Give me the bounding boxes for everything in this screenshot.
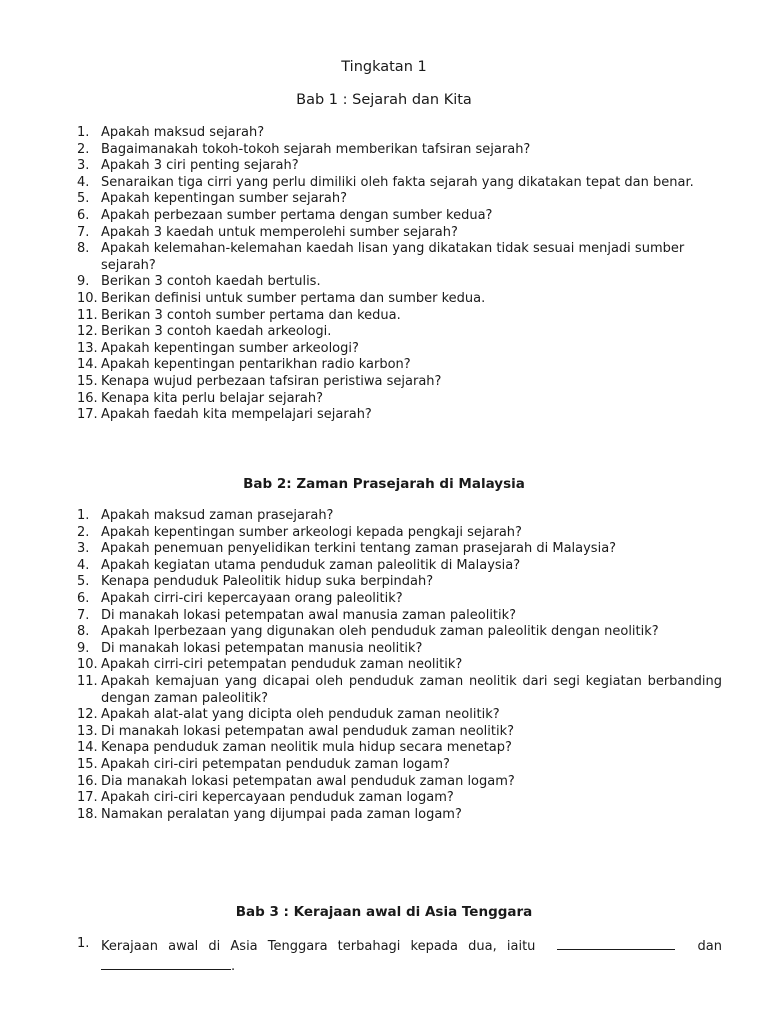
question-number: 10. — [77, 657, 98, 673]
list-item — [77, 508, 722, 525]
question-number: 3. — [77, 541, 90, 557]
question-text: Apakah cirri-ciri petempatan penduduk zaman neolitik? — [101, 657, 463, 673]
question-number: 13. — [77, 340, 98, 356]
question-text: Apakah maksud zaman prasejarah? — [101, 508, 334, 523]
question-number: 15. — [77, 373, 98, 389]
list-item — [77, 541, 722, 558]
question-text: Apakah kepentingan sumber arkeologi kepada pengkaji sejarah? — [101, 524, 522, 540]
question-text: Apakah lperbezaan yang digunakan oleh penduduk zaman paleolitik dengan neolitik? — [101, 624, 659, 640]
list-item — [77, 774, 722, 791]
question-number: 12. — [77, 324, 98, 340]
question-text: Apakah kepentingan sumber sejarah? — [101, 191, 348, 207]
list-item — [77, 608, 722, 625]
list-item — [77, 807, 722, 824]
question-number: 13. — [77, 723, 98, 739]
question-number: 7. — [77, 607, 90, 623]
question-text: Apakah ciri-ciri petempatan penduduk zaman logam? — [101, 756, 450, 772]
list-item — [77, 525, 722, 542]
question-text: Apakah 3 kaedah untuk memperolehi sumber sejarah? — [101, 224, 458, 240]
question-text: Apakah perbezaan sumber pertama dengan sumber kedua? — [101, 207, 493, 223]
question-text: Apakah maksud sejarah? — [101, 125, 265, 140]
list-item — [77, 391, 722, 408]
list-item — [77, 142, 722, 159]
question-text: Apakah cirri-ciri kepercayaan orang paleolitik? — [101, 590, 403, 606]
bab2-heading: Bab 2: Zaman Prasejarah di Malaysia — [243, 476, 525, 492]
list-item — [77, 125, 722, 142]
question-text: Di manakah lokasi petempatan manusia neolitik? — [101, 640, 423, 656]
list-item — [77, 175, 722, 192]
list-item — [77, 308, 722, 325]
question-text: Apakah kelemahan-kelemahan kaedah lisan yang dikatakan tidak sesuai menjadi sumber sejarah? — [101, 241, 685, 273]
question-number: 1. — [77, 125, 90, 140]
list-item — [77, 591, 722, 608]
question-number: 12. — [77, 707, 98, 723]
list-item — [77, 241, 722, 274]
bab1-heading: Bab 1 : Sejarah dan Kita — [296, 92, 472, 108]
bab2-question-list — [77, 508, 722, 823]
question-text: Berikan 3 contoh kaedah arkeologi. — [101, 324, 332, 340]
question-text: dan — [697, 939, 722, 954]
list-item — [77, 641, 722, 658]
question-number: 4. — [77, 174, 90, 190]
answer-blank[interactable] — [101, 956, 231, 970]
question-number: 1. — [77, 508, 90, 523]
list-item — [77, 208, 722, 225]
question-text: Apakah faedah kita mempelajari sejarah? — [101, 407, 372, 423]
question-text: Berikan definisi untuk sumber pertama dan sumber kedua. — [101, 290, 486, 306]
bab3-question-list — [77, 936, 722, 975]
list-item — [77, 374, 722, 391]
list-item — [77, 291, 722, 308]
question-number: 6. — [77, 590, 90, 606]
list-item — [77, 574, 722, 591]
question-text: Senaraikan tiga cirri yang perlu dimiliki oleh fakta sejarah yang dikatakan tepat dan benar. — [101, 174, 694, 190]
question-number: 18. — [77, 806, 98, 822]
list-item — [77, 357, 722, 374]
bab1-question-list — [77, 125, 722, 424]
question-number: 16. — [77, 390, 98, 406]
question-number: 17. — [77, 407, 98, 423]
question-text: Di manakah lokasi petempatan awal manusia zaman paleolitik? — [101, 607, 517, 623]
question-text: Apakah kepentingan pentarikhan radio karbon? — [101, 357, 411, 373]
question-text: Apakah ciri-ciri kepercayaan penduduk zaman logam? — [101, 790, 454, 806]
question-text: Apakah kemajuan yang dicapai oleh penduduk zaman neolitik dari segi kegiatan berbanding dengan zaman paleolitik? — [101, 673, 722, 706]
question-text: Kenapa penduduk zaman neolitik mula hidup secara menetap? — [101, 740, 512, 756]
bab3-heading: Bab 3 : Kerajaan awal di Asia Tenggara — [235, 904, 533, 920]
list-item — [77, 624, 722, 641]
question-text: Namakan peralatan yang dijumpai pada zaman logam? — [101, 806, 462, 822]
list-item — [77, 674, 722, 707]
question-text: Berikan 3 contoh sumber pertama dan kedua. — [101, 307, 401, 323]
question-number: 1. — [77, 936, 90, 951]
question-number: 15. — [77, 756, 98, 772]
question-text: Apakah kegiatan utama penduduk zaman paleolitik di Malaysia? — [101, 557, 521, 573]
question-text: Apakah alat-alat yang dicipta oleh penduduk zaman neolitik? — [101, 707, 500, 723]
question-text: Di manakah lokasi petempatan awal penduduk zaman neolitik? — [101, 723, 515, 739]
question-text: Kerajaan awal di Asia Tenggara terbahagi kepada dua, iaitu — [101, 939, 536, 954]
question-text: Dia manakah lokasi petempatan awal penduduk zaman logam? — [101, 773, 515, 789]
question-number: 14. — [77, 357, 98, 373]
question-number: 11. — [77, 307, 98, 323]
question-number: 8. — [77, 241, 90, 257]
question-text: Kenapa wujud perbezaan tafsiran peristiwa sejarah? — [101, 373, 442, 389]
question-number: 17. — [77, 790, 98, 806]
list-item — [77, 407, 722, 424]
answer-blank[interactable] — [557, 936, 675, 950]
question-text: Berikan 3 contoh kaedah bertulis. — [101, 274, 321, 290]
question-number: 14. — [77, 740, 98, 756]
question-number: 6. — [77, 207, 90, 223]
list-item — [77, 158, 722, 175]
question-number: 8. — [77, 624, 90, 640]
question-text: Apakah penemuan penyelidikan terkini tentang zaman prasejarah di Malaysia? — [101, 541, 617, 557]
list-item — [77, 936, 722, 975]
question-number: 11. — [77, 673, 98, 689]
question-number: 5. — [77, 191, 90, 207]
list-item — [77, 274, 722, 291]
question-number: 2. — [77, 141, 90, 157]
list-item — [77, 757, 722, 774]
list-item — [77, 657, 722, 674]
question-number: 2. — [77, 524, 90, 540]
list-item — [77, 558, 722, 575]
question-text: Kenapa kita perlu belajar sejarah? — [101, 390, 324, 406]
list-item — [77, 341, 722, 358]
list-item — [77, 191, 722, 208]
document-title: Tingkatan 1 — [341, 59, 427, 75]
question-number: 9. — [77, 640, 90, 656]
list-item — [77, 740, 722, 757]
question-number: 5. — [77, 574, 90, 590]
list-item — [77, 225, 722, 242]
question-number: 16. — [77, 773, 98, 789]
question-number: 10. — [77, 290, 98, 306]
question-number: 4. — [77, 557, 90, 573]
question-text: Bagaimanakah tokoh-tokoh sejarah memberikan tafsiran sejarah? — [101, 141, 531, 157]
question-text: Apakah 3 ciri penting sejarah? — [101, 158, 299, 174]
list-item — [77, 724, 722, 741]
question-text: . — [231, 958, 236, 974]
list-item — [77, 707, 722, 724]
question-text: Apakah kepentingan sumber arkeologi? — [101, 340, 359, 356]
list-item — [77, 324, 722, 341]
question-number: 9. — [77, 274, 90, 290]
question-number: 7. — [77, 224, 90, 240]
question-number: 3. — [77, 158, 90, 174]
question-text: Kenapa penduduk Paleolitik hidup suka berpindah? — [101, 574, 434, 590]
list-item — [77, 790, 722, 807]
